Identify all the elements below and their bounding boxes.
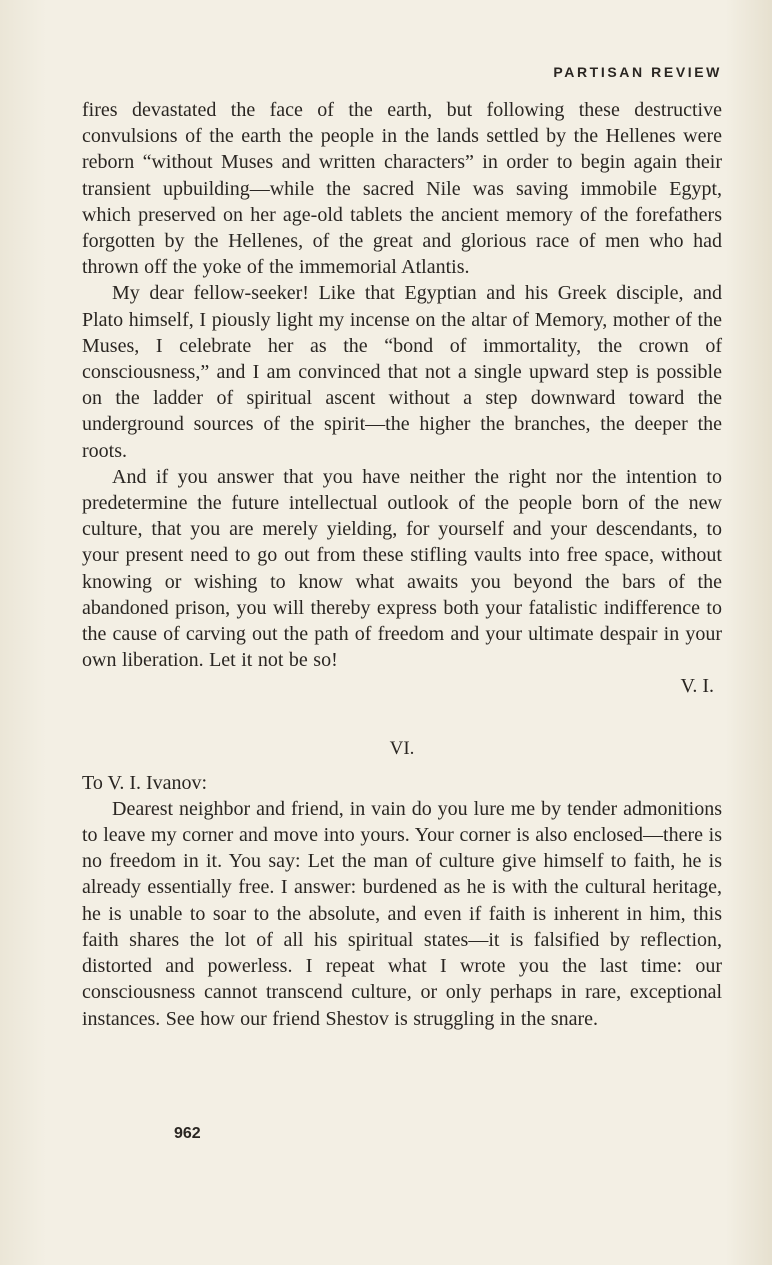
paragraph: Dearest neighbor and friend, in vain do you lure me by tender admonitions to leave my corner and move into yours. Your corner is also enclosed—there is no freedom in it. You say: Let the man of culture give himself to faith, he is already essentially free. I answer: burdened as he is with the cultural heritage, he is unable to soar to the absolute, and even if faith is inherent in him, this faith shares the lot of all his spiritual states—it is falsified by reflection, distorted and powerless. I repeat what I wrote you the last time: our consciousness cannot transcend culture, or only perhaps in rare, exceptional instances. See how our friend Shestov is struggling in the snare. [82,797,722,1030]
body-text [82,97,722,1032]
running-head: PARTISAN REVIEW [553,64,722,80]
letter-signature: V. I. [680,675,714,698]
paragraph: And if you answer that you have neither the right nor the intention to predetermine the future intellectual outlook of the people born of the new culture, that you are merely yielding, for yourself and your descendants, to your present need to go out from these stifling vaults into free space, without knowing or wishing to know what awaits you beyond the bars of the abandoned prison, you will thereby express both your fatalistic indifference to the cause of carving out the path of freedom and your ultimate despair in your own liberation. Let it not be so! [82,465,722,672]
section-numeral: VI. [389,737,415,759]
page-number: 962 [174,1125,201,1142]
paragraph: My dear fellow-seeker! Like that Egyptian and his Greek disciple, and Plato himself, I piously light my incense on the altar of Memory, mother of the Muses, I celebrate her as the “bond of immortality, the crown of consciousness,” and I am convinced that not a single upward step is possible on the ladder of spiritual ascent without a step downward toward the underground sources of the spirit—the higher the branches, the deeper the roots. [82,282,722,462]
paragraph: fires devastated the face of the earth, but following these destructive convulsions of the earth the people in the lands settled by the Hellenes were reborn “without Muses and written characters” in order to begin again their transient upbuilding—while the sacred Nile was saving immobile Egypt, which preserved on her age-old tablets the ancient memory of the forefathers forgotten by the Hellenes, of the great and glorious race of men who had thrown off the yoke of the immemorial Atlantis. [82,99,722,279]
letter-salutation: To V. I. Ivanov: [82,771,208,794]
